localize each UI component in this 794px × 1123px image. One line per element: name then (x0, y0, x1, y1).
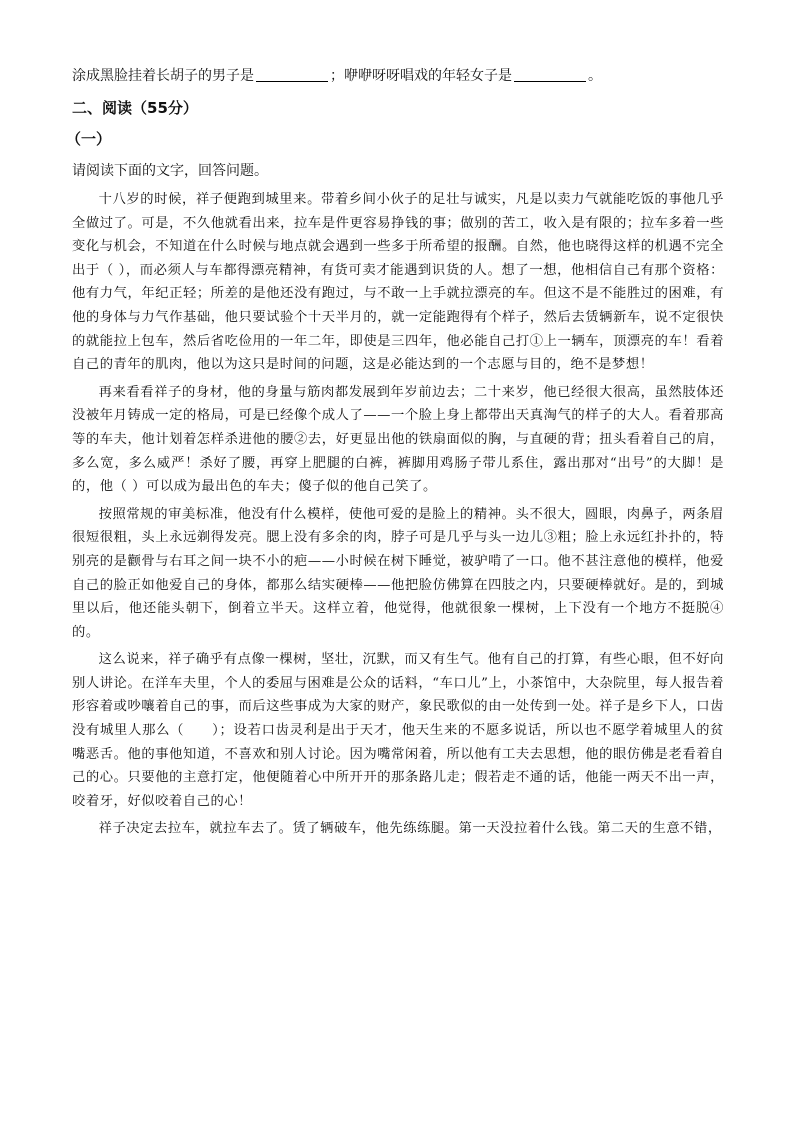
passage-paragraph-5: 祥子决定去拉车，就拉车去了。赁了辆破车，他先练练腿。第一天没拉着什么钱。第二天的生意不错， (98, 821, 722, 837)
passage-paragraph-4: 这么说来，祥子确乎有点像一棵树，坚壮，沉默，而又有生气。他有自己的打算，有些心眼，但不好向别人讲论。在洋车夫里，个人的委屈与困难是公众的话料，“车口儿”上，小茶馆中，大杂院里，每人报告着形容着或吵嚷着自己的事，而后这些事成为大家的财产，象民歌似的由一处传到一处。祥子是乡下人，口齿没有城里人那么（ ）；设若口齿灵利是出于天才，他天生来的不愿多说话，所以也不愿学着城里人的贫嘴恶舌。他的事他知道，不喜欢和别人讨论。因为嘴常闲着，所以他有工夫去思想，他的眼仿佛是老看着自己的心。只要他的主意打定，他便随着心中所开开的那条路儿走；假若走不通的话，他能一两天不出一声，咬着牙，好似咬着自己的心！ (72, 652, 724, 809)
subsection-title: （一） (66, 130, 112, 148)
answer-blank-2[interactable] (514, 67, 586, 82)
answer-blank-1[interactable] (256, 67, 328, 82)
passage-paragraph-2: 再来看看祥子的身材，他的身量与筋肉都发展到年岁前边去；二十来岁，他已经很大很高，虽然肢体还没被年月铸成一定的格局，可是已经像个成人了——一个脸上身上都带出天真淘气的样子的大人。看着那高等的车夫，他计划着怎样杀进他的腰②去，好更显出他的铁扇面似的胸，与直硬的背；扭头看着自己的肩，多么宽，多么威严！杀好了腰，再穿上肥腿的白裤，裤脚用鸡肠子带儿系住，露出那对“出号”的大脚！是的，他（ ）可以成为最出色的车夫；傻子似的他自己笑了。 (72, 384, 724, 495)
fill-in-question (72, 66, 732, 86)
passage-paragraph-3: 按照常规的审美标准，他没有什么模样，使他可爱的是脸上的精神。头不很大，圆眼，肉鼻子，两条眉很短很粗，头上永远剃得发亮。腮上没有多余的肉，脖子可是几乎与头一边儿③粗；脸上永远红扑扑的，特别亮的是颧骨与右耳之间一块不小的疤——小时候在树下睡觉，被驴啃了一口。他不甚注意他的模样，他爱自己的脸正如他爱自己的身体，都那么结实硬棒——他把脸仿佛算在四肢之内，只要硬棒就好。是的，到城里以后，他还能头朝下，倒着立半天。这样立着，他觉得，他就很象一棵树，上下没有一个地方不挺脱④的。 (72, 506, 724, 640)
question-text-part1: 涂成黑脸挂着长胡子的男子是 (72, 68, 254, 84)
section-title: 二、阅读（55分） (72, 99, 198, 117)
reading-instruction: 请阅读下面的文字，回答问题。 (72, 163, 268, 179)
question-text-part2: ；咿咿呀呀唱戏的年轻女子是 (330, 68, 512, 84)
reading-passage (72, 188, 724, 845)
question-text-part3: 。 (588, 68, 602, 84)
passage-paragraph-1: 十八岁的时候，祥子便跑到城里来。带着乡间小伙子的足壮与诚实，凡是以卖力气就能吃饭的事他几乎全做过了。可是，不久他就看出来，拉车是件更容易挣钱的事；做别的苦工，收入是有限的；拉车多着一些变化与机会，不知道在什么时候与地点就会遇到一些多于所希望的报酬。自然，他也晓得这样的机遇不完全出于（ ），而必须人与车都得漂亮精神，有货可卖才能遇到识货的人。想了一想，他相信自己有那个资格：他有力气，年纪正轻；所差的是他还没有跑过，与不敢一上手就拉漂亮的车。但这不是不能胜过的困难，有他的身体与力气作基础，他只要试验个十天半月的，就一定能跑得有个样子，然后去赁辆新车，说不定很快的就能拉上包车，然后省吃俭用的一年二年，即使是三四年，他必能自己打①上一辆车，顶漂亮的车！看着自己的青年的肌肉，他以为这只是时间的问题，这是必能达到的一个志愿与目的，绝不是梦想！ (72, 192, 724, 373)
